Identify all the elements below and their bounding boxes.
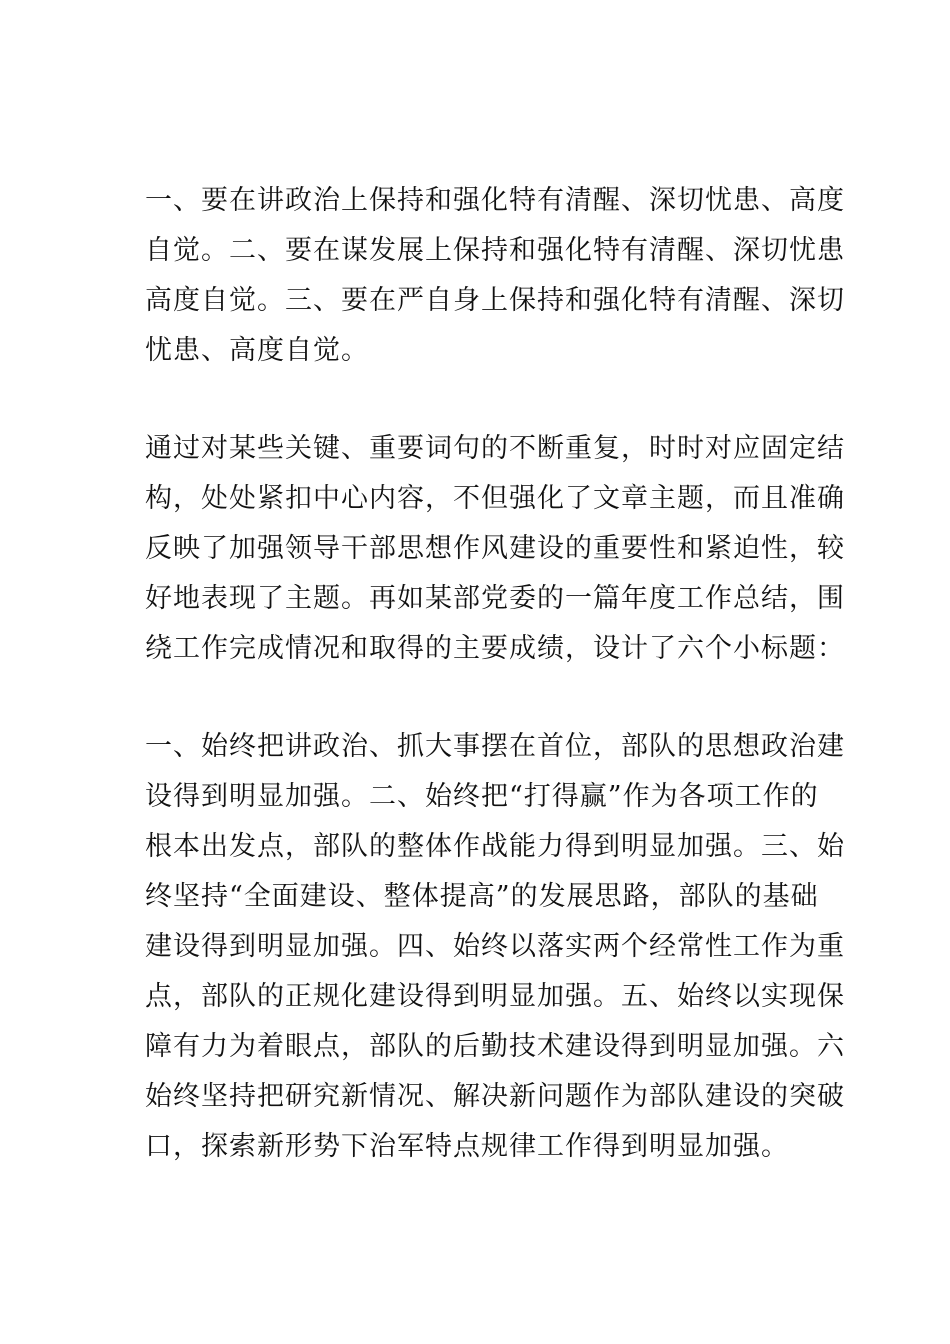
paragraph-line: 口，探索新形势下治军特点规律工作得到明显加强。 xyxy=(145,1131,789,1162)
paragraph-line: 一、始终把讲政治、抓大事摆在首位，部队的思想政治建 xyxy=(145,731,845,762)
paragraph-line: 点，部队的正规化建设得到明显加强。五、始终以实现保 xyxy=(145,981,845,1012)
paragraph-line: 一、要在讲政治上保持和强化特有清醒、深切忧患、高度 xyxy=(145,185,845,216)
paragraph-line: 忧患、高度自觉。 xyxy=(145,335,369,366)
paragraph-line: 终坚持“全面建设、整体提高”的发展思路，部队的基础 xyxy=(145,881,819,912)
paragraph-line: 绕工作完成情况和取得的主要成绩，设计了六个小标题： xyxy=(145,633,845,664)
paragraph-line: 反映了加强领导干部思想作风建设的重要性和紧迫性，较 xyxy=(145,533,845,564)
paragraph-line: 好地表现了主题。再如某部党委的一篇年度工作总结，围 xyxy=(145,583,845,614)
paragraph-line: 自觉。二、要在谋发展上保持和强化特有清醒、深切忧患 xyxy=(145,235,845,266)
paragraph-3 xyxy=(145,722,845,1172)
paragraph-line: 高度自觉。三、要在严自身上保持和强化特有清醒、深切 xyxy=(145,285,845,316)
paragraph-line: 构，处处紧扣中心内容，不但强化了文章主题，而且准确 xyxy=(145,483,845,514)
paragraph-line: 始终坚持把研究新情况、解决新问题作为部队建设的突破 xyxy=(145,1081,845,1112)
paragraph-1 xyxy=(145,176,845,376)
paragraph-2 xyxy=(145,424,845,674)
paragraph-line: 设得到明显加强。二、始终把“打得赢”作为各项工作的 xyxy=(145,781,819,812)
paragraph-line: 障有力为着眼点，部队的后勤技术建设得到明显加强。六 xyxy=(145,1031,845,1062)
paragraph-line: 根本出发点，部队的整体作战能力得到明显加强。三、始 xyxy=(145,831,845,862)
paragraph-line: 通过对某些关键、重要词句的不断重复，时时对应固定结 xyxy=(145,433,845,464)
paragraph-line: 建设得到明显加强。四、始终以落实两个经常性工作为重 xyxy=(145,931,845,962)
